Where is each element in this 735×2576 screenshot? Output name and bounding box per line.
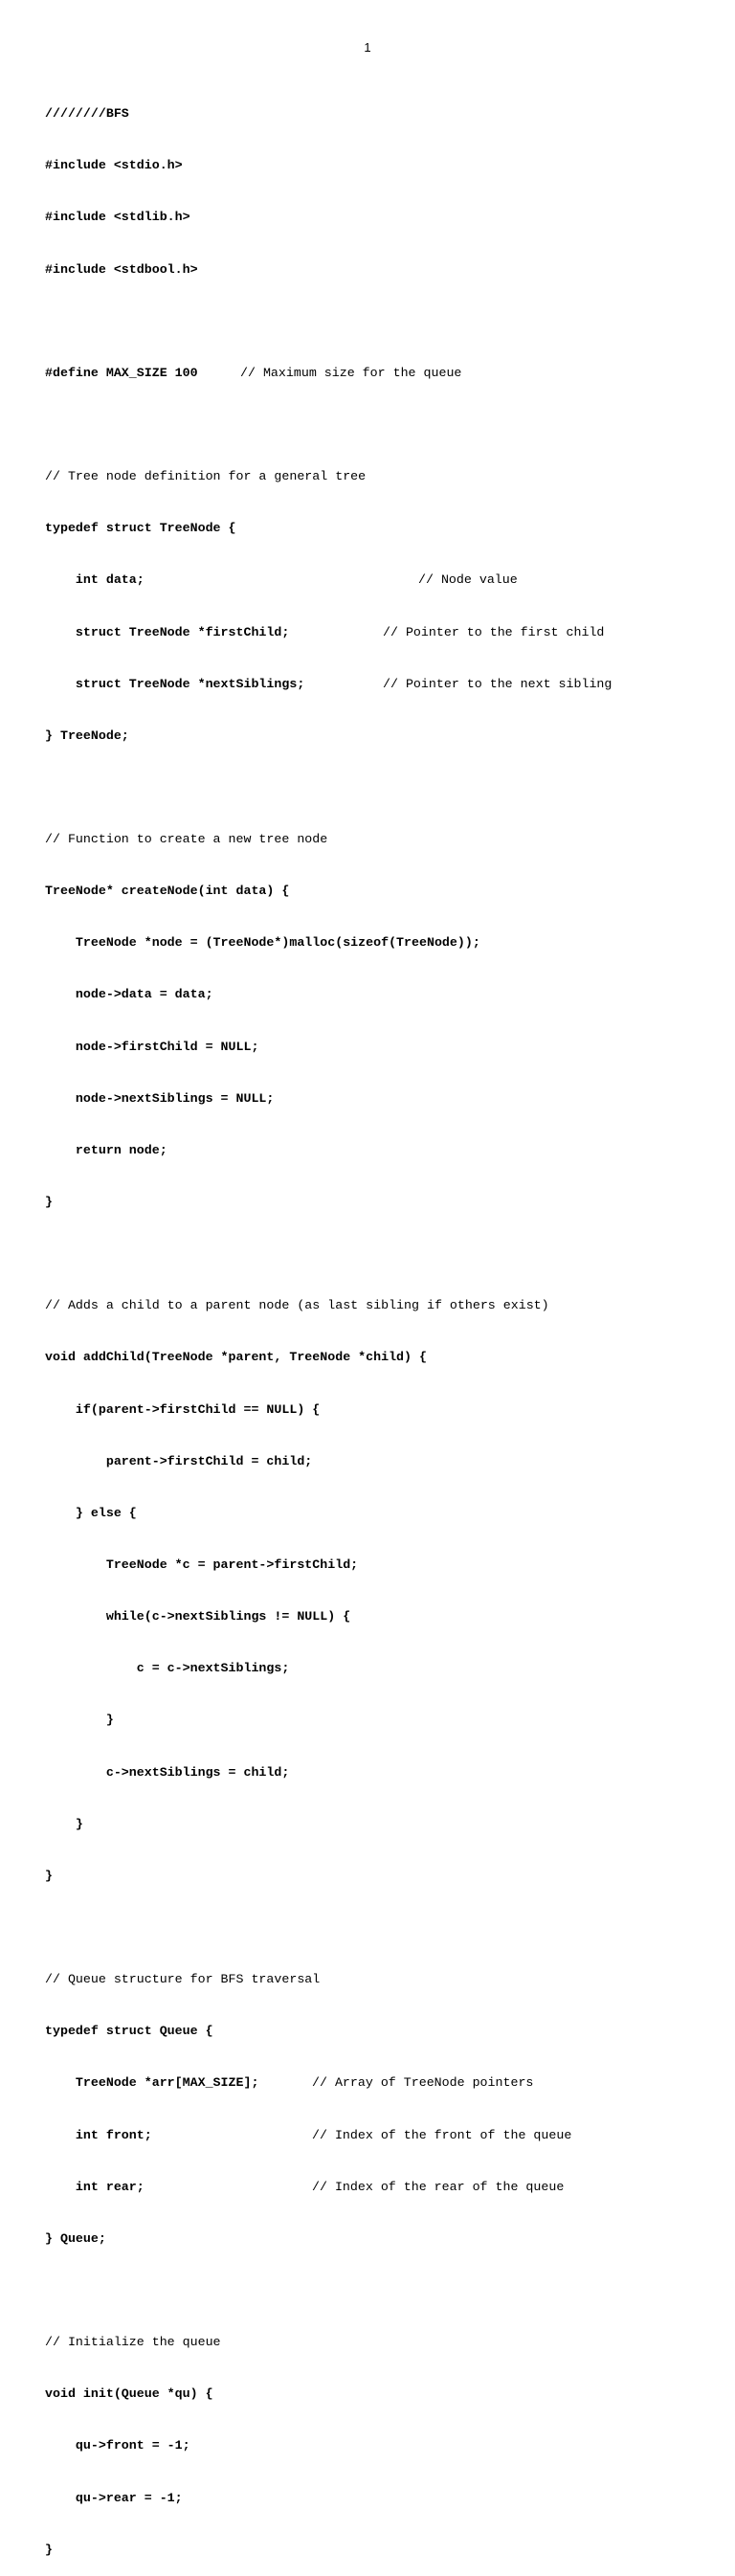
- code-line: if(parent->firstChild == NULL) {: [45, 1401, 321, 1417]
- blank-line: [45, 313, 549, 330]
- code-comment: // Index of the front of the queue: [312, 2127, 572, 2142]
- code-line: }: [45, 1195, 53, 1210]
- code-line: [45, 624, 605, 641]
- code-line: TreeNode *c = parent->firstChild;: [45, 1557, 359, 1573]
- code-line: } TreeNode;: [45, 728, 129, 743]
- code-comment-line: // Function to create a new tree node: [45, 832, 328, 847]
- code-line: } Queue;: [45, 2230, 106, 2246]
- code-comment-line: // Tree node definition for a general tree: [45, 469, 367, 484]
- code-line: typedef struct TreeNode {: [45, 521, 236, 536]
- code-line: }: [45, 1713, 114, 1728]
- code-comment-line: // Adds a child to a parent node (as last sibling if others exist): [45, 1298, 549, 1313]
- code-comment: // Pointer to the first child: [383, 624, 605, 639]
- code-line: } else {: [45, 1505, 137, 1520]
- code-line: }: [45, 2542, 53, 2557]
- code-line: TreeNode *node = (TreeNode*)malloc(sizeof(TreeNode));: [45, 935, 480, 951]
- code-line: void init(Queue *qu) {: [45, 2386, 213, 2402]
- code-text: int front;: [45, 2127, 152, 2142]
- blank-line: [45, 1919, 549, 1937]
- code-comment: // Maximum size for the queue: [240, 365, 462, 380]
- code-comment: // Array of TreeNode pointers: [312, 2075, 534, 2091]
- code-line: c->nextSiblings = child;: [45, 1764, 290, 1780]
- code-line: #include <stdbool.h>: [45, 261, 198, 277]
- code-line: while(c->nextSiblings != NULL) {: [45, 1609, 351, 1624]
- code-line: qu->front = -1;: [45, 2438, 190, 2453]
- code-line: TreeNode* createNode(int data) {: [45, 884, 290, 899]
- code-line: [45, 365, 549, 382]
- code-comment: // Index of the rear of the queue: [312, 2179, 565, 2194]
- code-line: [45, 676, 612, 693]
- code-line: typedef struct Queue {: [45, 2024, 213, 2039]
- code-line: qu->rear = -1;: [45, 2490, 183, 2505]
- code-listing: [45, 71, 612, 2576]
- code-line: #include <stdio.h>: [45, 158, 183, 173]
- code-text: int rear;: [45, 2179, 145, 2194]
- code-line: }: [45, 1816, 83, 1831]
- page-number: 1: [364, 40, 371, 55]
- code-text: #define MAX_SIZE 100: [45, 365, 198, 380]
- code-line: }: [45, 1868, 53, 1883]
- code-line: [45, 2074, 549, 2092]
- code-line: void addChild(TreeNode *parent, TreeNode *child) {: [45, 1350, 427, 1365]
- code-line: node->data = data;: [45, 987, 213, 1002]
- code-text: struct TreeNode *firstChild;: [45, 624, 290, 639]
- code-line: node->nextSiblings = NULL;: [45, 1090, 275, 1106]
- code-line: [45, 2179, 565, 2196]
- code-line: #include <stdlib.h>: [45, 210, 190, 225]
- code-line: [45, 2127, 572, 2144]
- code-line: return node;: [45, 1142, 167, 1157]
- code-comment: // Pointer to the next sibling: [383, 676, 612, 691]
- code-line: ////////BFS: [45, 106, 129, 122]
- code-comment-line: // Queue structure for BFS traversal: [45, 1972, 321, 1987]
- code-text: struct TreeNode *nextSiblings;: [45, 676, 305, 691]
- blank-line: [45, 1245, 549, 1263]
- code-line: node->firstChild = NULL;: [45, 1039, 259, 1054]
- blank-line: [45, 2282, 549, 2299]
- code-text: TreeNode *arr[MAX_SIZE];: [45, 2075, 259, 2091]
- blank-line: [45, 416, 549, 434]
- code-comment: // Node value: [418, 572, 518, 588]
- code-line: parent->firstChild = child;: [45, 1453, 313, 1468]
- code-line: c = c->nextSiblings;: [45, 1661, 290, 1676]
- code-comment-line: // Initialize the queue: [45, 2335, 221, 2350]
- blank-line: [45, 779, 549, 796]
- code-line: [45, 571, 549, 589]
- code-text: int data;: [45, 572, 145, 588]
